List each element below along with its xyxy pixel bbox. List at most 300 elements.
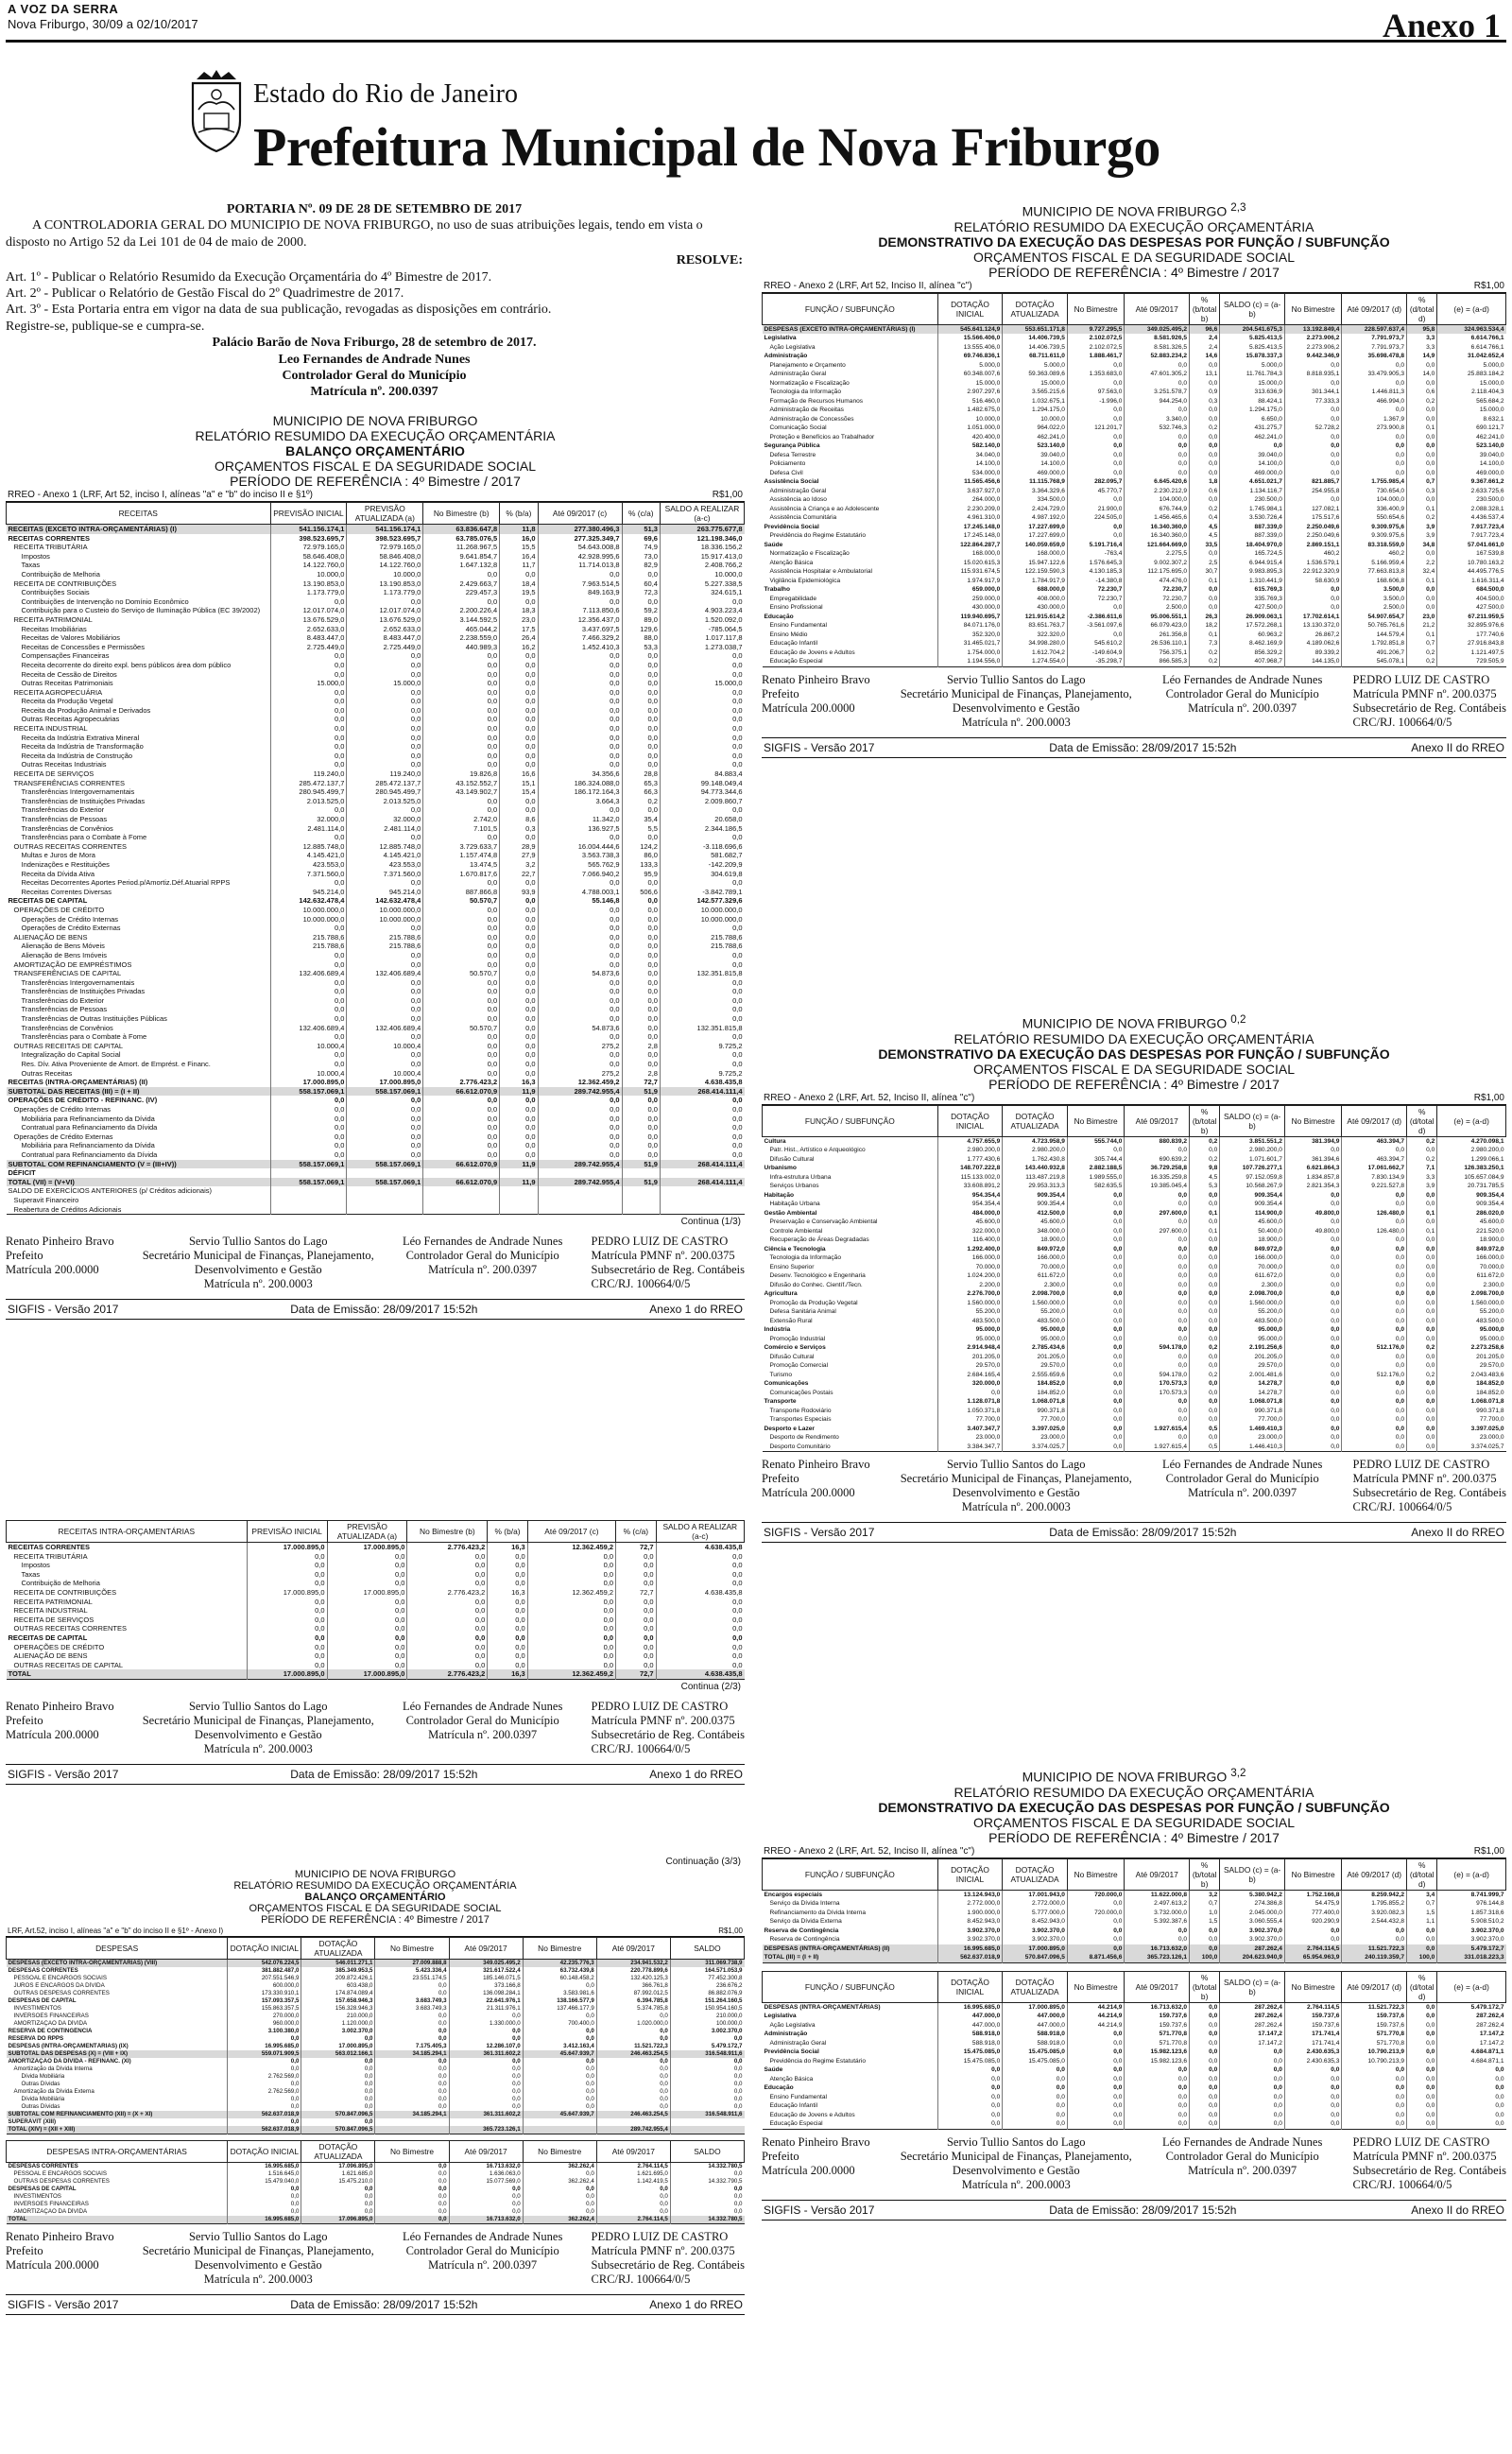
cell-value: 0,0 bbox=[538, 1050, 622, 1060]
cell-value: 16,3 bbox=[488, 1543, 527, 1552]
cell-value: 7.371.560,0 bbox=[270, 870, 347, 879]
cell-value: 44.214,9 bbox=[1067, 2012, 1125, 2021]
cell-value: 0,0 bbox=[500, 915, 538, 925]
cell-value: 0,0 bbox=[500, 715, 538, 724]
cell-value: 0,3 bbox=[500, 824, 538, 834]
cell-value: 114.900,0 bbox=[1220, 1209, 1285, 1218]
cell-value: 506,6 bbox=[622, 888, 660, 897]
cell-value: 0,0 bbox=[1190, 379, 1220, 389]
cell-value: 166.000,0 bbox=[937, 1253, 1003, 1263]
column-header: SALDO bbox=[670, 1938, 744, 1960]
cell-value: 0,0 bbox=[407, 1661, 488, 1670]
emission-time: 15:52h bbox=[1201, 740, 1237, 754]
cell-value: 17.096.895,0 bbox=[301, 2216, 375, 2224]
cell-value: 0,0 bbox=[1067, 415, 1125, 424]
cell-value: 50.765.761,6 bbox=[1342, 621, 1407, 631]
cell-value: 0,0 bbox=[1190, 2030, 1220, 2039]
cell-value: 0,0 bbox=[523, 2028, 596, 2035]
row-label: OUTRAS RECEITAS CORRENTES bbox=[13, 841, 127, 851]
row-label: Comunicações Postais bbox=[769, 1389, 833, 1396]
funcao-intra-table bbox=[762, 1971, 1506, 2130]
cell-value: 13.130.372,0 bbox=[1284, 621, 1342, 631]
row-label: Transportes Especiais bbox=[769, 1416, 832, 1424]
cell-value: 2.497.613,2 bbox=[1125, 1899, 1190, 1909]
cell-value: 95,9 bbox=[622, 870, 660, 879]
report-code: 0,2 bbox=[1230, 1013, 1246, 1026]
funcao-table-1 bbox=[762, 293, 1506, 667]
row-label: Integralização do Capital Social bbox=[21, 1050, 121, 1060]
cell-value: 289.742.955,4 bbox=[538, 1087, 622, 1097]
cell-value: 474.476,0 bbox=[1125, 577, 1190, 586]
row-label: DESPESAS CORRENTES bbox=[8, 2163, 78, 2169]
cell-value: 3.530.726,4 bbox=[1220, 513, 1285, 523]
table-header-row bbox=[7, 1938, 745, 1960]
cell-value: 2,2 bbox=[1407, 559, 1437, 568]
cell-value: 0,0 bbox=[622, 833, 660, 842]
cell-value: 287.262,4 bbox=[1220, 2012, 1285, 2021]
cell-value: 0,0 bbox=[538, 933, 622, 942]
cell-value: 0,0 bbox=[347, 1115, 423, 1124]
table-row bbox=[763, 1281, 1506, 1290]
cell-value: 228.597.637,4 bbox=[1342, 324, 1407, 334]
cell-value: 512.176,0 bbox=[1342, 1343, 1407, 1353]
table-row bbox=[7, 2126, 745, 2134]
cell-value: 104.000,0 bbox=[1342, 495, 1407, 505]
cell-value: 55.200,0 bbox=[1220, 1307, 1285, 1317]
cell-value: 5.825.413,5 bbox=[1220, 334, 1285, 343]
cell-value: 0,0 bbox=[375, 2096, 449, 2103]
cell-value: 0,0 bbox=[1067, 1433, 1125, 1443]
cell-value: 0,0 bbox=[327, 1661, 407, 1670]
cell-value: 17.000.895,0 bbox=[247, 1588, 327, 1598]
cell-value: -149.604,9 bbox=[1067, 648, 1125, 658]
cell-value: 6.614.766,1 bbox=[1437, 334, 1506, 343]
cell-value: 990.371,8 bbox=[1220, 1407, 1285, 1416]
table-row bbox=[763, 397, 1506, 406]
cell-value: 1.050.371,8 bbox=[937, 1407, 1003, 1416]
cell-value: 209.872.426,1 bbox=[301, 1975, 375, 1982]
table-header-row bbox=[7, 2141, 745, 2163]
cell-value: 5,3 bbox=[1190, 1182, 1220, 1191]
cell-value: 0,0 bbox=[527, 1579, 615, 1588]
cell-value: 23.000,0 bbox=[1437, 1433, 1506, 1443]
cell-value: 286.020,0 bbox=[1437, 1209, 1506, 1218]
cell-value: 0,0 bbox=[1190, 1218, 1220, 1227]
cell-value: 0,0 bbox=[670, 2186, 744, 2193]
cell-value: 0,0 bbox=[527, 1598, 615, 1607]
row-label: Comércio e Serviços bbox=[764, 1344, 826, 1352]
table-row bbox=[763, 2002, 1506, 2012]
cell-value: 0,0 bbox=[616, 1598, 656, 1607]
cell-value: 2.273.258,6 bbox=[1437, 1343, 1506, 1353]
cell-value: 0,0 bbox=[1220, 2057, 1285, 2066]
table-row bbox=[7, 552, 745, 562]
row-label: Patr. Hist., Artístico e Arqueológico bbox=[769, 1147, 866, 1154]
cell-value: 95.000,0 bbox=[1220, 1335, 1285, 1344]
cell-value: 0,0 bbox=[1342, 1289, 1407, 1299]
cell-value: 159.737,6 bbox=[1342, 2012, 1407, 2021]
cell-value: 0,0 bbox=[1284, 1325, 1342, 1335]
cell-value: 571.770,8 bbox=[1342, 2039, 1407, 2048]
despesas-funcao-panel-3 bbox=[762, 1766, 1506, 2221]
row-label: AMORTIZAÇÃO DA DÍVIDA bbox=[13, 2020, 88, 2027]
cell-value: 0,0 bbox=[1067, 1289, 1125, 1299]
cell-value: 0,0 bbox=[1125, 2083, 1190, 2093]
cell-value: 4.145.421,0 bbox=[347, 851, 423, 860]
table-row bbox=[763, 603, 1506, 613]
report-orcamentos: ORÇAMENTOS FISCAL E DA SEGURIDADE SOCIAL bbox=[973, 249, 1295, 265]
cell-value: 18.900,0 bbox=[1220, 1236, 1285, 1245]
cell-value: 3.144.592,5 bbox=[423, 615, 500, 625]
cell-value: 66,3 bbox=[622, 787, 660, 797]
cell-value: 16.340.360,0 bbox=[1125, 531, 1190, 541]
signature-4 bbox=[592, 1700, 745, 1756]
table-row bbox=[7, 1196, 745, 1205]
cell-value: 0,0 bbox=[523, 2035, 596, 2043]
signature-1 bbox=[762, 2135, 870, 2192]
row-label: Indenizações e Restituições bbox=[21, 859, 110, 869]
cell-value: 558.157.069,1 bbox=[347, 1160, 423, 1169]
cell-value: 0,0 bbox=[1067, 1236, 1125, 1245]
cell-value: 2.238.559,0 bbox=[423, 633, 500, 643]
column-header: No Bimestre bbox=[1284, 1858, 1342, 1890]
cell-value: 0,0 bbox=[1437, 2111, 1506, 2120]
cell-value: 6.645.420,6 bbox=[1125, 477, 1190, 487]
cell-value: 11.115.768,9 bbox=[1003, 477, 1068, 487]
cell-value: 14.406.739,5 bbox=[1003, 334, 1068, 343]
cell-value: 0,0 bbox=[538, 951, 622, 960]
table-row bbox=[7, 2050, 745, 2058]
cell-value: 165.724,5 bbox=[1220, 549, 1285, 559]
cell-value: 0,0 bbox=[538, 706, 622, 716]
cell-value: 0,0 bbox=[1407, 2048, 1437, 2057]
cell-value: 0,0 bbox=[538, 1014, 622, 1024]
cell-value: 0,0 bbox=[375, 2163, 449, 2171]
cell-value: 0,0 bbox=[596, 2193, 670, 2201]
cell-value: 0,0 bbox=[1067, 2083, 1125, 2093]
cell-value: 7.791.973,7 bbox=[1342, 334, 1407, 343]
cell-value: 0,0 bbox=[270, 670, 347, 680]
row-label: Desenv. Tecnológico e Engenharia bbox=[769, 1272, 866, 1280]
cell-value: 12.362.459,2 bbox=[527, 1588, 615, 1598]
signature-line: Prefeito bbox=[762, 2149, 799, 2163]
cell-value: 2.273.906,2 bbox=[1284, 343, 1342, 353]
cell-value: 43.149.902,7 bbox=[423, 787, 500, 797]
cell-value: 97.152.059,8 bbox=[1220, 1173, 1285, 1183]
cell-value: 17.000.895,0 bbox=[1003, 2002, 1068, 2012]
cell-value: 0,9 bbox=[1190, 388, 1220, 397]
cell-value: 0,0 bbox=[247, 1579, 327, 1588]
cell-value: 0,0 bbox=[622, 1005, 660, 1014]
cell-value: 483.500,0 bbox=[1220, 1317, 1285, 1326]
cell-value: 155.863.357,5 bbox=[228, 2005, 301, 2013]
table-row bbox=[763, 2030, 1506, 2039]
cell-value: 0,0 bbox=[622, 760, 660, 769]
cell-value: 77.663.813,8 bbox=[1342, 567, 1407, 577]
cell-value: 594.178,0 bbox=[1125, 1371, 1190, 1380]
cell-value: 0,0 bbox=[1190, 495, 1220, 505]
cell-value: 0,2 bbox=[622, 797, 660, 806]
cell-value: 0,0 bbox=[1125, 1335, 1190, 1344]
table-row bbox=[763, 451, 1506, 460]
cell-value: 142.632.478,4 bbox=[270, 896, 347, 906]
cell-value: 0,0 bbox=[1190, 2093, 1220, 2102]
cell-value: 484.000,0 bbox=[937, 1209, 1003, 1218]
cell-value: 0,0 bbox=[1284, 495, 1342, 505]
cell-value: 0,0 bbox=[247, 1570, 327, 1580]
cell-value: 10.568.267,9 bbox=[1220, 1182, 1285, 1191]
signature-line: Matrícula nº. 200.0003 bbox=[203, 1741, 313, 1755]
cell-value: 0,0 bbox=[1190, 585, 1220, 595]
cell-value: 1.452.410,3 bbox=[538, 643, 622, 652]
cell-value: 4,5 bbox=[1190, 523, 1220, 532]
row-label: Assistência Comunitária bbox=[769, 514, 837, 522]
cell-value: 289.742.955,4 bbox=[538, 1178, 622, 1187]
cell-value: 427.500,0 bbox=[1220, 603, 1285, 613]
cell-value: 159.737,6 bbox=[1125, 2021, 1190, 2031]
report-footer bbox=[762, 2200, 1506, 2221]
cell-value: 4.638.435,8 bbox=[656, 1543, 744, 1552]
cell-value: 0,0 bbox=[500, 734, 538, 743]
portaria-art-1: Art. 1º - Publicar o Relatório Resumido da Execução Orçamentária do 4º Bimestre de 2017. bbox=[6, 269, 492, 285]
cell-value: 1.121.497,5 bbox=[1437, 648, 1506, 658]
cell-value: 0,0 bbox=[1407, 1353, 1437, 1362]
signature-line: Subsecretário de Reg. Contábeis bbox=[591, 1263, 745, 1277]
cell-value: 16,0 bbox=[500, 534, 538, 544]
funcao-table-3 bbox=[762, 1858, 1506, 1963]
cell-value: 0,0 bbox=[1067, 1227, 1125, 1236]
cell-value: 460,2 bbox=[1284, 549, 1342, 559]
column-header: (e) = (a-d) bbox=[1437, 1105, 1506, 1136]
cell-value: 0,0 bbox=[622, 1024, 660, 1033]
cell-value: 184.852,0 bbox=[1437, 1379, 1506, 1389]
sigfis-version: SIGFIS - Versão 2017 bbox=[764, 2203, 875, 2217]
table-row bbox=[763, 487, 1506, 496]
cell-value: 2.555.659,6 bbox=[1003, 1371, 1068, 1380]
cell-value: 2.633.725,6 bbox=[1437, 487, 1506, 496]
cell-value: 1.068.071,8 bbox=[1437, 1397, 1506, 1407]
cell-value: 541.156.174,1 bbox=[347, 525, 423, 534]
row-label: Receita decorrente do direito expl. bens públicos área dom público bbox=[21, 660, 232, 669]
cell-value: 0,0 bbox=[1067, 469, 1125, 478]
cell-value: 0,0 bbox=[670, 2096, 744, 2103]
cell-value: 0,0 bbox=[660, 752, 744, 761]
cell-value: 483.500,0 bbox=[1437, 1317, 1506, 1326]
cell-value: 0,0 bbox=[327, 1651, 407, 1661]
cell-value: 0,0 bbox=[1407, 1433, 1437, 1443]
cell-value: 0,0 bbox=[538, 679, 622, 688]
cell-value: 588.918,0 bbox=[937, 2030, 1003, 2039]
cell-value: 11.342,0 bbox=[538, 815, 622, 824]
signature-line: Desenvolvimento e Gestão bbox=[194, 2258, 322, 2272]
cell-value: 0,0 bbox=[670, 2081, 744, 2088]
signature-block bbox=[6, 1235, 745, 1291]
row-label: Proteção e Benefícios ao Trabalhador bbox=[769, 433, 875, 441]
cell-value: 2.776.423,2 bbox=[407, 1588, 488, 1598]
cell-value: 151.264.160,5 bbox=[670, 1997, 744, 2005]
cell-value: 0,0 bbox=[523, 2170, 596, 2178]
column-header: DOTAÇÃO INICIAL bbox=[937, 1858, 1003, 1890]
cell-value: 0,0 bbox=[1284, 1191, 1342, 1201]
cell-value: 97.563,0 bbox=[1067, 388, 1125, 397]
cell-value: 1.051.000,0 bbox=[937, 423, 1003, 433]
cell-value: 0,0 bbox=[656, 1651, 744, 1661]
cell-value: 0,0 bbox=[347, 996, 423, 1006]
cell-value: 2.980.200,0 bbox=[1437, 1146, 1506, 1155]
cell-value: 45.770,7 bbox=[1067, 487, 1125, 496]
table-row bbox=[7, 906, 745, 915]
table-row bbox=[7, 1078, 745, 1087]
cell-value: 0,0 bbox=[622, 679, 660, 688]
cell-value: 6.614.766,1 bbox=[1437, 343, 1506, 353]
column-header: Até 09/2017 (d) bbox=[1342, 1105, 1407, 1136]
cell-value: 1.989.555,0 bbox=[1067, 1173, 1125, 1183]
cell-value: 10.790.213,9 bbox=[1342, 2057, 1407, 2066]
table-row bbox=[7, 860, 745, 870]
row-label: SALDO DE EXERCÍCIOS ANTERIORES (p/ Créditos adicionais) bbox=[8, 1186, 212, 1196]
cell-value: 67.211.959,5 bbox=[1437, 613, 1506, 622]
cell-value: 0,0 bbox=[375, 2193, 449, 2201]
cell-value: 0,0 bbox=[622, 896, 660, 906]
cell-value: 0,0 bbox=[270, 724, 347, 734]
signature-2 bbox=[901, 1458, 1132, 1514]
cell-value: 14.100,0 bbox=[1003, 459, 1068, 469]
cell-value: 0,0 bbox=[301, 2193, 375, 2201]
cell-value: 0,0 bbox=[407, 1579, 488, 1588]
table-row bbox=[763, 343, 1506, 353]
column-header: No Bimestre (b) bbox=[407, 1521, 488, 1543]
cell-value: 0,0 bbox=[1407, 469, 1437, 478]
cell-value: 0,0 bbox=[270, 688, 347, 698]
cell-value: 28,8 bbox=[622, 769, 660, 779]
cell-value: 0,1 bbox=[1190, 1227, 1220, 1236]
cell-value: 2.001.481,6 bbox=[1220, 1371, 1285, 1380]
cell-value: 849.972,0 bbox=[1220, 1245, 1285, 1254]
cell-value: 0,0 bbox=[423, 1060, 500, 1069]
cell-value: 58.646.408,0 bbox=[270, 552, 347, 562]
cell-value: 3.384.347,7 bbox=[937, 1443, 1003, 1452]
cell-value: 143.440.932,8 bbox=[1003, 1164, 1068, 1173]
report-periodo: PERÍODO DE REFERÊNCIA : 4º Bimestre / 2017 bbox=[988, 264, 1280, 280]
cell-value: -3.842.789,1 bbox=[660, 888, 744, 897]
table-row bbox=[7, 1069, 745, 1079]
cell-value: 10.000,0 bbox=[270, 570, 347, 579]
table-row bbox=[7, 633, 745, 643]
cell-value: 570.847.096,5 bbox=[1003, 1953, 1068, 1962]
table-row bbox=[7, 543, 745, 552]
cell-value: 29.570,0 bbox=[1003, 1361, 1068, 1371]
cell-value: 1.792.851,8 bbox=[1342, 639, 1407, 648]
cell-value: 512.176,0 bbox=[1342, 1371, 1407, 1380]
column-header: % (b/total b) bbox=[1190, 1105, 1220, 1136]
cell-value: 0,0 bbox=[622, 734, 660, 743]
signature-line: Prefeito bbox=[762, 1472, 799, 1486]
table-row bbox=[7, 2065, 745, 2073]
cell-value: 0,0 bbox=[622, 942, 660, 951]
cell-value: 0,0 bbox=[407, 1598, 488, 1607]
cell-value: 0,0 bbox=[656, 1643, 744, 1652]
cell-value: 33,5 bbox=[1190, 541, 1220, 550]
cell-value: 2.764.114,5 bbox=[596, 2163, 670, 2171]
cell-value: 0,0 bbox=[538, 978, 622, 988]
cell-value: 398.523.695,7 bbox=[270, 534, 347, 544]
cell-value bbox=[596, 2118, 670, 2126]
table-row bbox=[763, 2039, 1506, 2048]
signature-3 bbox=[403, 2230, 562, 2287]
cell-value: 201.205,0 bbox=[1003, 1353, 1068, 1362]
cell-value: 47.601.305,2 bbox=[1125, 370, 1190, 379]
cell-value bbox=[375, 2118, 449, 2126]
cell-value: 15.947.122,6 bbox=[1003, 559, 1068, 568]
cell-value: 0,0 bbox=[527, 1570, 615, 1580]
column-header: % (d/total d) bbox=[1407, 1971, 1437, 2002]
cell-value: 0,0 bbox=[1067, 1397, 1125, 1407]
cell-value: 0,0 bbox=[407, 1552, 488, 1562]
cell-value: 0,0 bbox=[500, 969, 538, 978]
cell-value: 0,0 bbox=[1407, 1317, 1437, 1326]
despesas-table bbox=[6, 1937, 745, 2134]
cell-value: 0,0 bbox=[660, 1115, 744, 1124]
cell-value: 0,0 bbox=[1125, 1146, 1190, 1155]
cell-value: 2.772.000,0 bbox=[937, 1899, 1003, 1909]
cell-value: 0,0 bbox=[616, 1633, 656, 1643]
cell-value: 119.240,0 bbox=[270, 769, 347, 779]
cell-value: 0,0 bbox=[1437, 2083, 1506, 2093]
cell-value: 684.500,0 bbox=[1437, 585, 1506, 595]
cell-value: 0,0 bbox=[327, 1643, 407, 1652]
cell-value: 0,0 bbox=[1342, 469, 1407, 478]
row-label: Defesa Civil bbox=[769, 469, 803, 476]
cell-value: 240.119.359,7 bbox=[1342, 1953, 1407, 1962]
cell-value: 0,0 bbox=[1342, 2065, 1407, 2075]
cell-value: 553.651.171,8 bbox=[1003, 324, 1068, 334]
column-header: FUNÇÃO / SUBFUNÇÃO bbox=[763, 293, 938, 324]
cell-value: 1.784.917,9 bbox=[1003, 577, 1068, 586]
cell-value: 2.088.328,1 bbox=[1437, 505, 1506, 514]
cell-value: 14.278,7 bbox=[1220, 1379, 1285, 1389]
cell-value: 571.770,8 bbox=[1125, 2030, 1190, 2039]
cell-value: 49.800,0 bbox=[1284, 1227, 1342, 1236]
cell-value: 0,0 bbox=[1342, 1307, 1407, 1317]
cell-value: 0,0 bbox=[1407, 2030, 1437, 2039]
column-header: DOTAÇÃO INICIAL bbox=[937, 1971, 1003, 2002]
report-subheader bbox=[762, 1845, 1506, 1858]
table-row bbox=[763, 1325, 1506, 1335]
cell-value: 0,0 bbox=[1125, 451, 1190, 460]
cell-value: 33.608.891,2 bbox=[937, 1182, 1003, 1191]
row-label: Ensino Médio bbox=[769, 631, 808, 638]
cell-value: 0,0 bbox=[488, 1606, 527, 1616]
cell-value: 659.000,0 bbox=[937, 585, 1003, 595]
portaria-signer-role: Controlador Geral do Município bbox=[282, 369, 467, 384]
cell-value: 8.483.447,0 bbox=[270, 633, 347, 643]
report-footer bbox=[6, 1299, 745, 1320]
cell-value: 0,0 bbox=[423, 661, 500, 670]
cell-value: 0,1 bbox=[1190, 631, 1220, 640]
cell-value: 0,0 bbox=[1407, 603, 1437, 613]
cell-value: 0,0 bbox=[1342, 1425, 1407, 1434]
cell-value bbox=[347, 1168, 423, 1178]
portaria-palace: Palácio Barão de Nova Friburgo, 28 de setembro de 2017. bbox=[212, 336, 537, 351]
cell-value: 287.262,4 bbox=[1220, 2021, 1285, 2031]
cell-value: 84.071.176,0 bbox=[937, 621, 1003, 631]
cell-value: 246.463.254,5 bbox=[596, 2111, 670, 2118]
cell-value: 16,3 bbox=[488, 1588, 527, 1598]
cell-value: 0,0 bbox=[247, 1606, 327, 1616]
cell-value: 1.456.465,6 bbox=[1125, 513, 1190, 523]
cell-value: 0,7 bbox=[1407, 1899, 1437, 1909]
cell-value: 0,0 bbox=[1342, 1191, 1407, 1201]
